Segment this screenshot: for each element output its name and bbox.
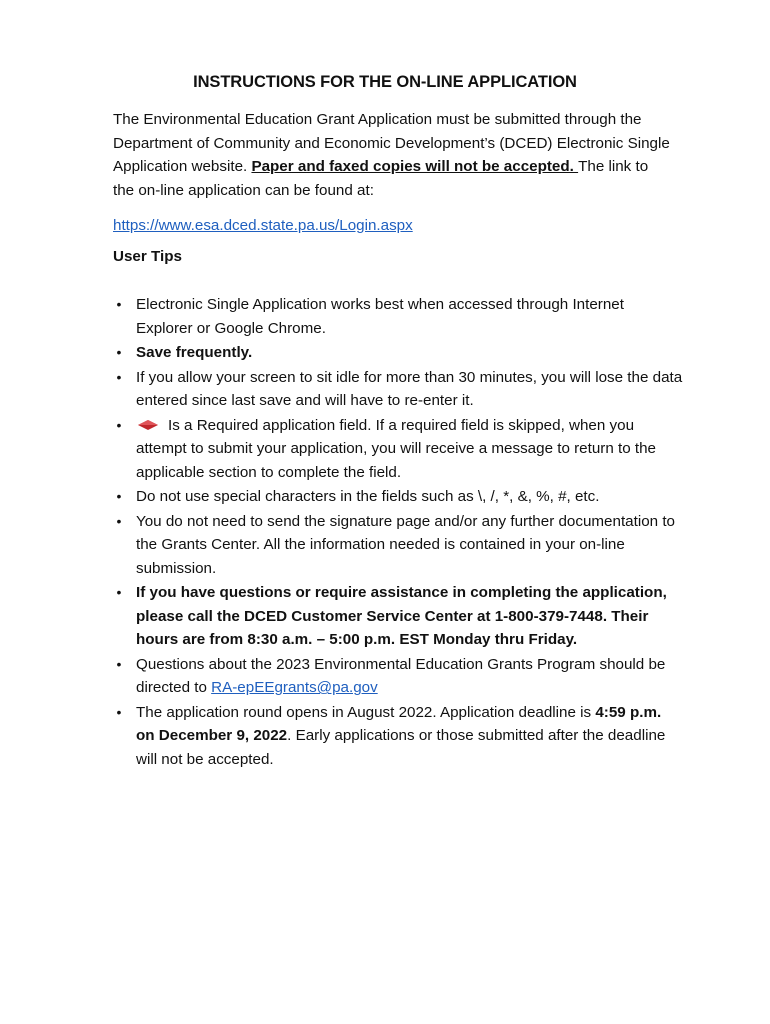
tip-text: The application round opens in August 2022. Application deadline is <box>136 703 596 721</box>
intro-text-2: The link to the on-line application can be found at: <box>113 158 649 199</box>
bullet-icon: • <box>116 344 122 360</box>
bullet-icon: • <box>116 368 122 385</box>
bullet-icon: • <box>116 655 122 672</box>
tip-text: If you allow your screen to sit idle for more than 30 minutes, you will lose the data entered since last save and will have to re-enter it. <box>136 368 683 409</box>
list-item <box>113 366 683 413</box>
intro-paragraph <box>113 108 673 202</box>
list-item <box>113 701 683 772</box>
required-field-icon <box>138 414 158 438</box>
intro-warning: Paper and faxed copies will not be accepted. <box>251 158 579 175</box>
bullet-icon: • <box>116 703 122 720</box>
application-url[interactable]: https://www.esa.dced.state.pa.us/Login.aspx <box>113 217 413 234</box>
bullet-icon: • <box>116 296 122 312</box>
bullet-icon: • <box>116 488 122 505</box>
list-item <box>113 581 683 652</box>
list-item <box>113 485 683 509</box>
deadline-text: 4:59 p.m. on December 9, 2022 <box>136 703 662 745</box>
bullet-icon: • <box>116 512 122 529</box>
list-item <box>113 341 683 365</box>
email-link[interactable]: RA-epEEgrants@pa.gov <box>211 679 378 697</box>
tip-text: Do not use special characters in the fields such as \, /, *, &, %, #, etc. <box>136 488 600 506</box>
list-item <box>113 510 683 581</box>
tip-text: Electronic Single Application works best when accessed through Internet Explorer or Google Chrome. <box>136 296 624 337</box>
bullet-icon: • <box>116 416 122 433</box>
tips-heading: User Tips <box>113 248 182 265</box>
bullet-icon: • <box>116 584 122 601</box>
page-title: INSTRUCTIONS FOR THE ON-LINE APPLICATION <box>193 73 577 91</box>
list-item <box>113 293 683 340</box>
list-item <box>113 414 683 485</box>
tip-text: Is a Required application field. If a required field is skipped, when you attempt to submit your application, you will receive a message to return to the applicable section to complete the field. <box>136 416 657 481</box>
tip-text: If you have questions or require assistance in completing the application, please call the DCED Customer Service Center at 1-800-379-7448. Their hours are from 8:30 a.m. – 5:00 p.m. EST Monday thru Friday. <box>136 584 667 649</box>
tip-text: Questions about the 2023 Environmental Education Grants Program should be directed to <box>136 655 666 697</box>
tips-list <box>113 293 683 772</box>
tip-text: Save frequently. <box>136 344 253 361</box>
tip-text: You do not need to send the signature page and/or any further documentation to the Grants Center. All the information needed is contained in your on-line submission. <box>136 512 675 577</box>
list-item <box>113 653 683 700</box>
intro-text-1: The Environmental Education Grant Application must be submitted through the Department of Community and Economic Development’s (DCED) Electronic Single Application website. <box>113 111 670 175</box>
tip-text: . Early applications or those submitted after the deadline will not be accepted. <box>136 727 666 768</box>
application-link[interactable] <box>113 214 413 237</box>
